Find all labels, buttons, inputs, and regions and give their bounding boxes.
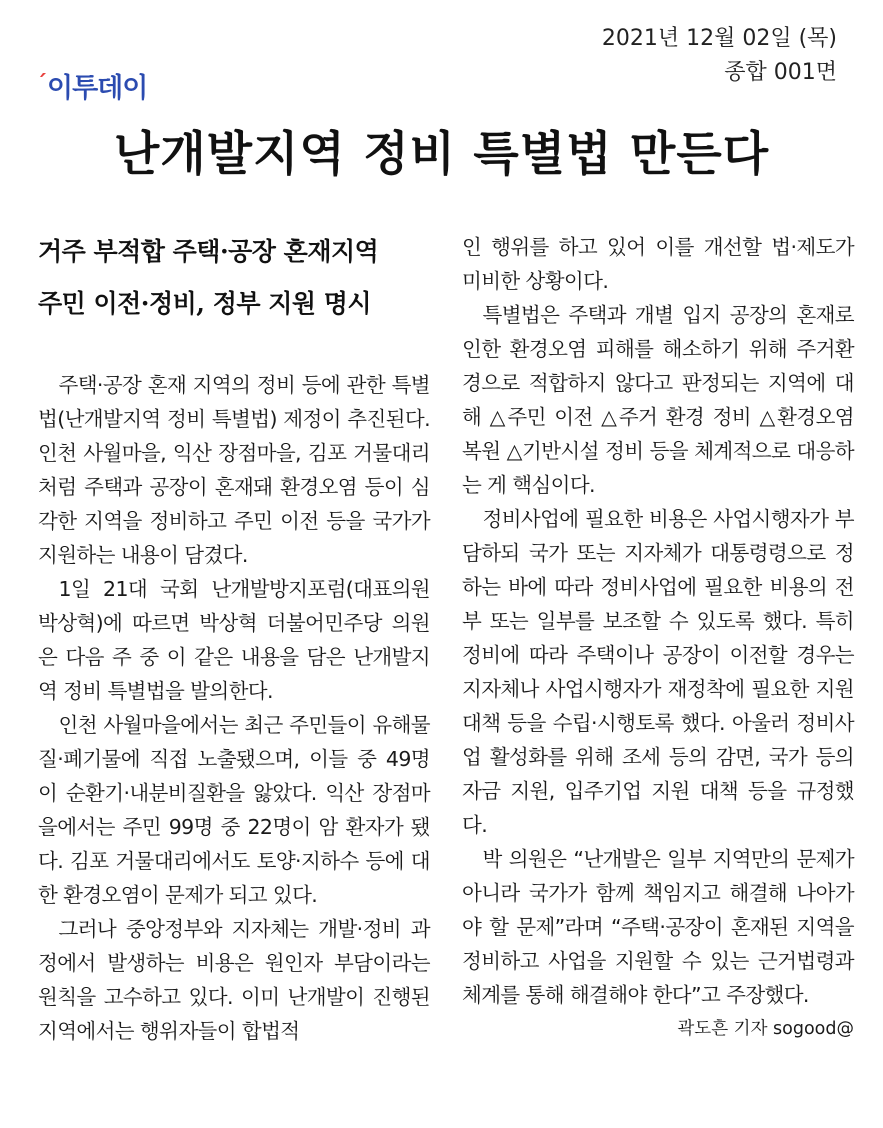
body-paragraph-text: 박 의원은 “난개발은 일부 지역만의 문제가 아니라 국가가 함께 책임지고 해결해 나아가야 할 문제”라며 “주택·공장이 혼재된 지역을 정비하고 사업을 지원할 수 있는 근거법령과 체계를 통해 해결해야 한다”고 주장했다.: [462, 847, 854, 1007]
masthead: [0, 0, 883, 110]
body-paragraph: 인 행위를 하고 있어 이를 개선할 법·제도가 미비한 상황이다.: [462, 235, 854, 293]
article-headline: 난개발지역 정비 특별법 만든다: [113, 127, 770, 182]
body-column-left: [38, 368, 430, 1048]
body-paragraph: 그러나 중앙정부와 지자체는 개발·정비 과정에서 발생하는 비용은 원인자 부담이라는 원칙을 고수하고 있다. 이미 난개발이 진행된 지역에서는 행위자들이 합법적: [38, 917, 430, 1043]
body-paragraph: 주택·공장 혼재 지역의 정비 등에 관한 특별법(난개발지역 정비 특별법) 제정이 추진된다. 인천 사월마을, 익산 장점마을, 김포 거물대리처럼 주택과 공장이 혼재돼 환경오염 등이 심각한 지역을 정비하고 주민 이전 등을 국가가 지원하는 내용이 담겼다.: [38, 373, 430, 567]
page-section: 종합 001면: [724, 60, 837, 85]
subhead-line: 주민 이전·정비, 정부 지원 명시: [38, 289, 372, 318]
body-paragraph: 1일 21대 국회 난개발방지포럼(대표의원 박상혁)에 따르면 박상혁 더불어민주당 의원은 다음 주 중 이 같은 내용을 담은 난개발지역 정비 특별법을 발의한다.: [38, 577, 430, 703]
subhead-line: 거주 부적합 주택·공장 혼재지역: [38, 237, 379, 266]
newspaper-logo: [36, 66, 147, 105]
body-paragraph-last: [462, 842, 854, 1039]
body-paragraph: 정비사업에 필요한 비용은 사업시행자가 부담하되 국가 또는 지자체가 대통령령으로 정하는 바에 따라 정비사업에 필요한 비용의 전부 또는 일부를 보조할 수 있도록 했다. 특히 정비에 따라 주택이나 공장이 이전할 경우는 지자체나 사업시행자가 재정착에 필요한 지원 대책 등을 수립·시행토록 했다. 아울러 정비사업 활성화를 위해 조세 등의 감면, 국가 등의 자금 지원, 입주기업 지원 대책 등을 규정했다.: [462, 507, 854, 837]
logo-mark-icon: ˊ: [36, 72, 46, 97]
logo-text: 이투데이: [47, 73, 148, 104]
issue-date: 2021년 12월 02일 (목): [601, 26, 837, 51]
dateline: [602, 22, 837, 90]
article-subheads: [38, 226, 438, 330]
body-paragraph: 특별법은 주택과 개별 입지 공장의 혼재로 인한 환경오염 피해를 해소하기 위해 주거환경으로 적합하지 않다고 판정되는 지역에 대해 △주민 이전 △주거 환경 정비 △환경오염 복원 △기반시설 정비 등을 체계적으로 대응하는 게 핵심이다.: [462, 303, 854, 497]
byline: 곽도흔 기자 sogood@: [677, 1019, 854, 1039]
body-column-right: [462, 230, 854, 1046]
body-paragraph: 인천 사월마을에서는 최근 주민들이 유해물질·폐기물에 직접 노출됐으며, 이들 중 49명이 순환기·내분비질환을 앓았다. 익산 장점마을에서는 주민 99명 중 22명이 암 환자가 됐다. 김포 거물대리에서도 토양·지하수 등에 대한 환경오염이 문제가 되고 있다.: [38, 713, 430, 907]
